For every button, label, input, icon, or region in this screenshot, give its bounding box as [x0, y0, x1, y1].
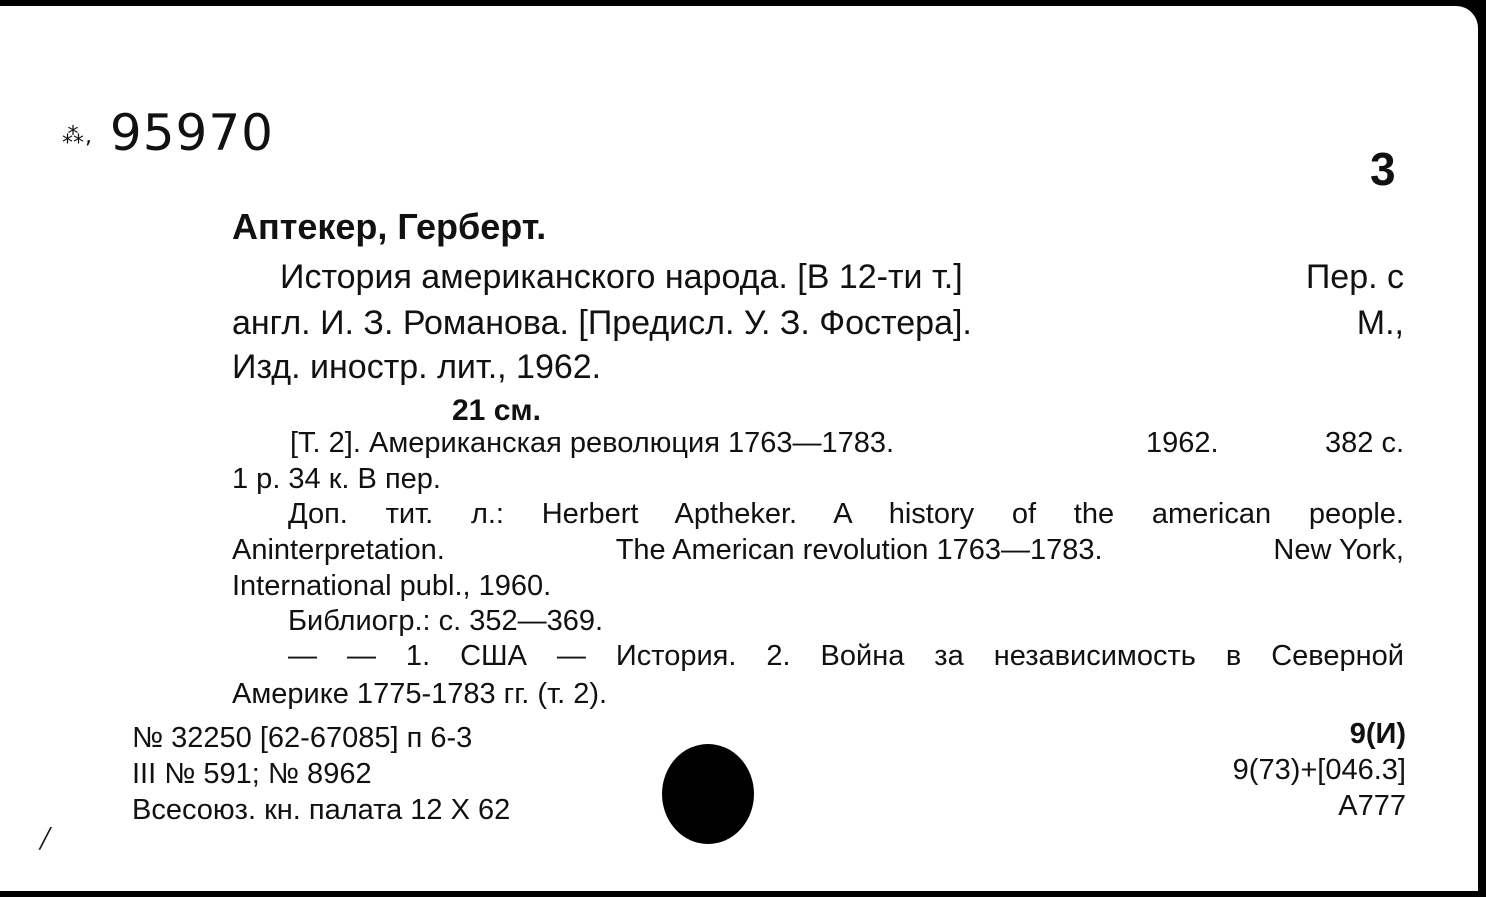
extra-title-line-2	[232, 534, 1404, 567]
volume-pages: 382 с.	[1325, 427, 1404, 459]
classification-line-3: А777	[1338, 790, 1406, 822]
title-line-1-left: История американского народа. [В 12-ти т.]	[280, 258, 963, 296]
classification-line-2: 9(73)+[046.3]	[1232, 754, 1406, 786]
volume-year: 1962.	[1146, 427, 1219, 459]
catalog-card	[0, 6, 1478, 891]
volume-line	[290, 427, 1404, 460]
extra-title-2-left: Aninterpretation.	[232, 534, 445, 566]
extra-title-2-mid: The American revolution 1763—1783.	[615, 534, 1103, 566]
extra-title-line-1: Доп. тит. л.: Herbert Aptheker. A history of the american people.	[288, 498, 1404, 530]
title-line-2-left: англ. И. З. Романова. [Предисл. У. З. Фостера].	[232, 304, 972, 342]
extra-title-line-3: International publ., 1960.	[232, 570, 552, 602]
title-line-2-right: М.,	[1356, 304, 1404, 342]
title-line-1-right: Пер. с	[1305, 258, 1404, 296]
subjects-line-2: Америке 1775-1783 гг. (т. 2).	[232, 678, 608, 710]
size-line: 21 см.	[452, 394, 541, 427]
footer-line-2: III № 591; № 8962	[132, 758, 372, 790]
footer-line-3: Всесоюз. кн. палата 12 X 62	[132, 794, 511, 826]
imprint-line: Изд. иностр. лит., 1962.	[232, 348, 602, 386]
margin-mark: /	[40, 820, 50, 857]
bibliography-line: Библиогр.: с. 352—369.	[288, 605, 604, 637]
punch-hole	[662, 744, 754, 844]
inventory-number-text: 95970	[109, 104, 274, 162]
title-line-2	[232, 304, 1404, 343]
ink-mark-icon: ⁂,	[62, 124, 93, 149]
title-line-1	[280, 258, 1404, 297]
subjects-line-1: — — 1. США — История. 2. Война за независимость в Северной	[288, 640, 1404, 672]
classification-line-1: 9(И)	[1349, 718, 1406, 750]
footer-line-1: № 32250 [62-67085] п 6-3	[132, 722, 473, 754]
extra-title-2-right: New York,	[1273, 534, 1404, 566]
author-heading: Аптекер, Герберт.	[232, 206, 547, 247]
catalog-digit: 3	[1370, 143, 1396, 195]
volume-title: [Т. 2]. Американская революция 1763—1783.	[290, 427, 895, 459]
handwritten-inventory-number	[62, 104, 274, 162]
price-line: 1 р. 34 к. В пер.	[232, 463, 441, 495]
